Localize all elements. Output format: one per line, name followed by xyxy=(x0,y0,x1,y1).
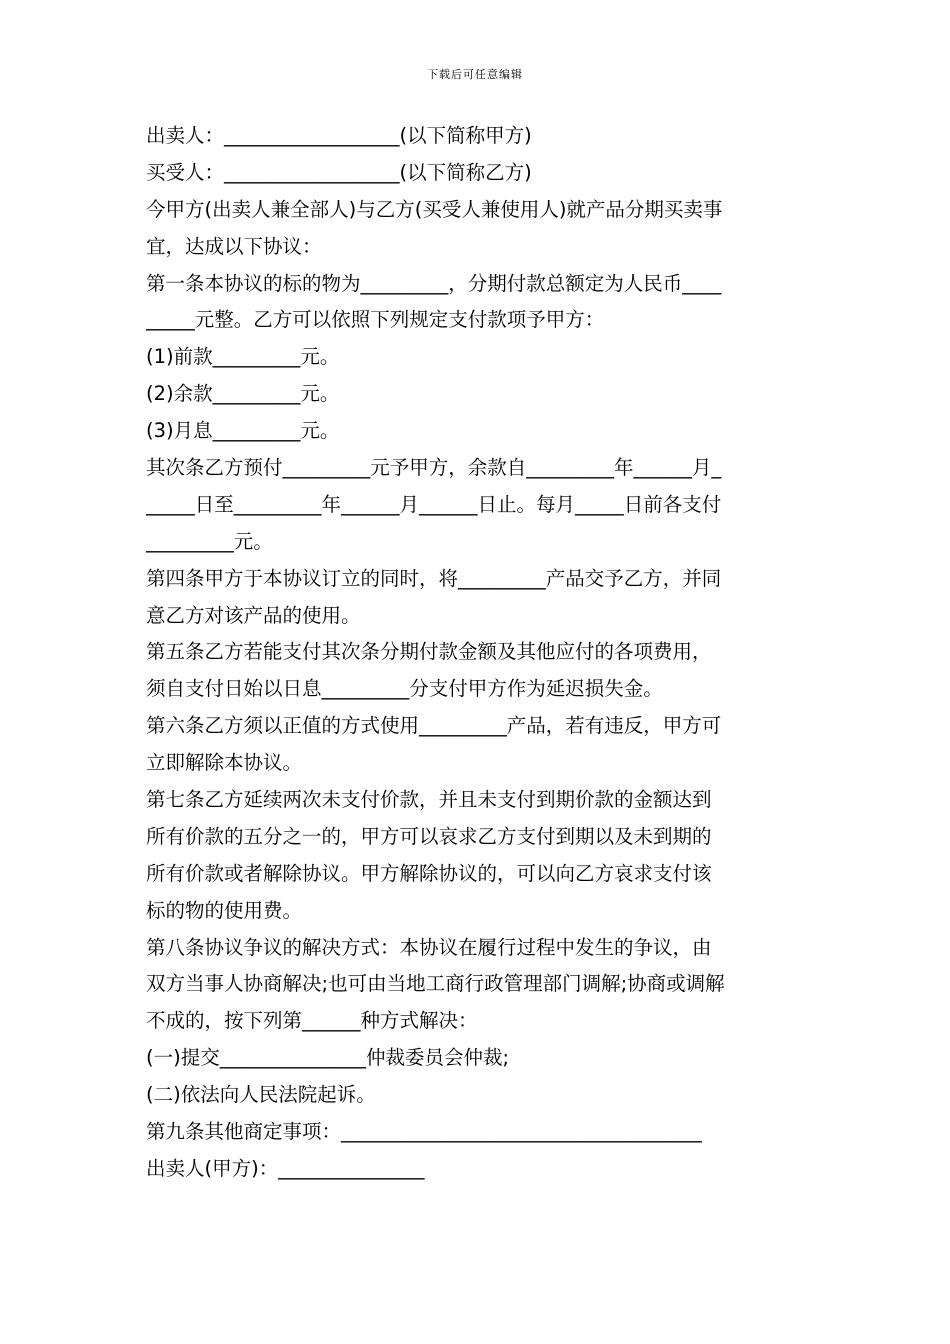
article-8-line-3: 不成的，按下列第______种方式解决： xyxy=(146,1009,478,1033)
article-5-line-2: 须自支付日始以日息_________分支付甲方作为延迟损失金。 xyxy=(146,677,663,701)
option-arbitration: (一)提交_______________仲裁委员会仲裁; xyxy=(146,1046,510,1070)
article-5-line-1: 第五条乙方若能支付其次条分期付款金额及其他应付的各项费用， xyxy=(146,640,712,664)
article-6-line-1: 第六条乙方须以正值的方式使用_________产品，若有违反，甲方可 xyxy=(146,714,722,738)
preamble-line-1: 今甲方(出卖人兼全部人)与乙方(买受人兼使用人)就产品分期买卖事 xyxy=(146,197,723,221)
item-monthly-interest: (3)月息_________元。 xyxy=(146,419,340,443)
article-8-line-1: 第八条协议争议的解决方式：本协议在履行过程中发生的争议，由 xyxy=(146,935,712,959)
article-1-line-2: _____元整。乙方可以依照下列规定支付款项予甲方： xyxy=(146,308,605,332)
preamble-line-2: 宜，达成以下协议： xyxy=(146,234,322,258)
article-2-line-1: 其次条乙方预付_________元予甲方，余款自_________年______月_ xyxy=(146,456,722,480)
page-header: 下载后可任意编辑 xyxy=(427,68,523,81)
article-9-line: 第九条其他商定事项：_____________________________________ xyxy=(146,1120,702,1144)
article-4-line-1: 第四条甲方于本协议订立的同时，将_________产品交予乙方，并同 xyxy=(146,566,722,590)
seller-signature-line: 出卖人(甲方)：_______________ xyxy=(146,1156,425,1180)
article-7-line-4: 标的物的使用费。 xyxy=(146,898,303,922)
contract-body xyxy=(146,118,810,1188)
article-7-line-1: 第七条乙方延续两次未支付价款，并且未支付到期价款的金额达到 xyxy=(146,788,712,812)
buyer-line: 买受人：__________________(以下简称乙方) xyxy=(146,160,532,184)
item-down-payment: (1)前款_________元。 xyxy=(146,345,340,369)
seller-line: 出卖人：__________________(以下简称甲方) xyxy=(146,124,532,147)
article-7-line-3: 所有价款或者解除协议。甲方解除协议的，可以向乙方哀求支付该 xyxy=(146,861,712,885)
article-7-line-2: 所有价款的五分之一的，甲方可以哀求乙方支付到期以及未到期的 xyxy=(146,824,712,848)
article-1-line-1: 第一条本协议的标的物为_________，分期付款总额定为人民币____ xyxy=(146,271,722,295)
article-4-line-2: 意乙方对该产品的使用。 xyxy=(146,603,361,627)
item-balance: (2)余款_________元。 xyxy=(146,382,340,406)
option-litigation: (二)依法向人民法院起诉。 xyxy=(146,1083,376,1107)
article-2-line-2: _____日至_________年______月______日止。每月_____日前各支付 xyxy=(146,492,722,516)
article-2-line-3: _________元。 xyxy=(146,529,273,553)
article-8-line-2: 双方当事人协商解决;也可由当地工商行政管理部门调解;协商或调解 xyxy=(146,972,725,996)
article-6-line-2: 立即解除本协议。 xyxy=(146,751,303,775)
